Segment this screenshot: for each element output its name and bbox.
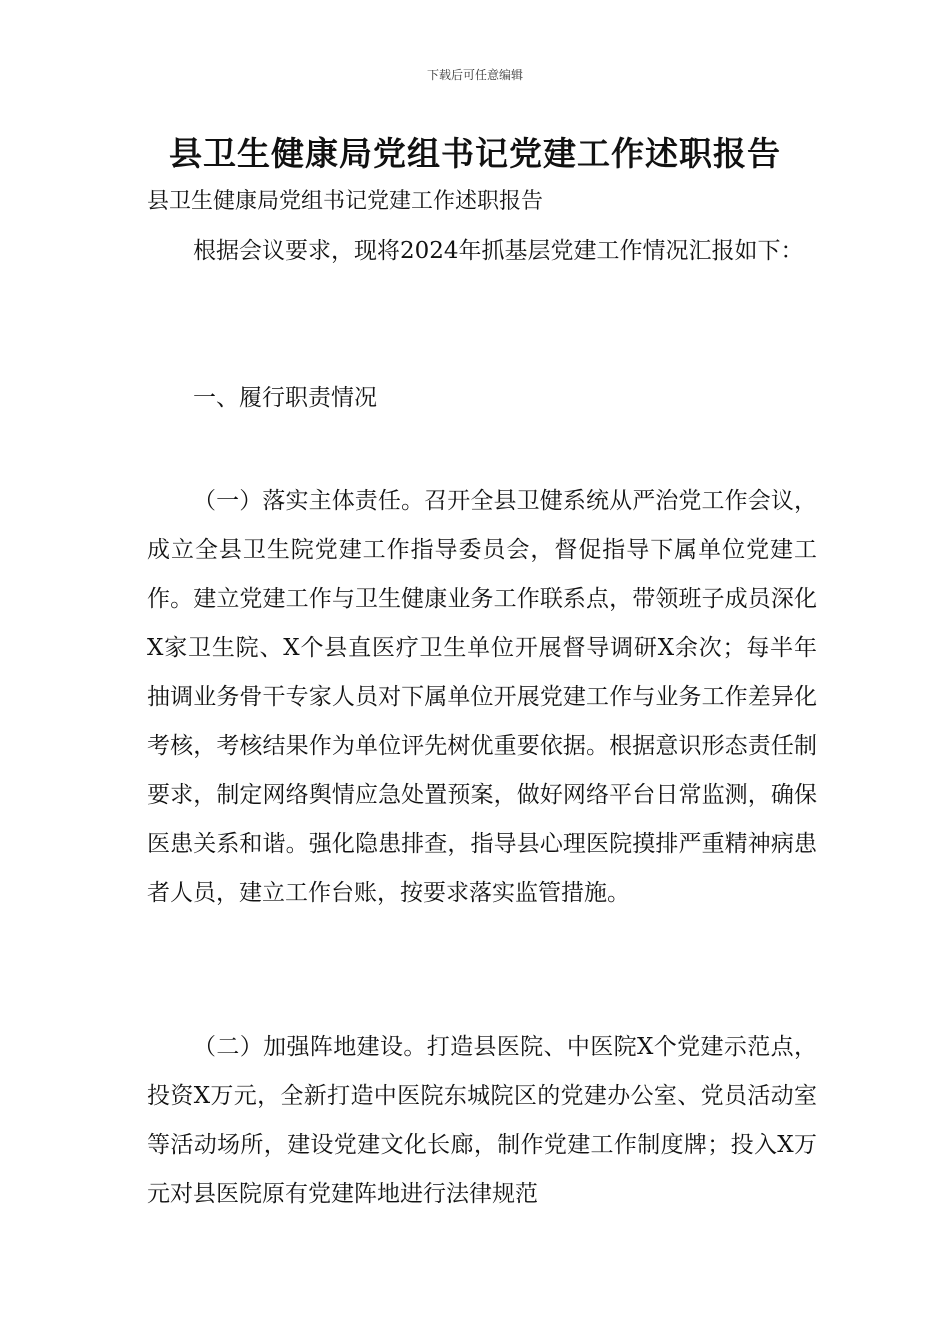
page-header-note: 下载后可任意编辑 [426,68,523,82]
item-one-block [147,477,817,918]
section-one-heading: 一、履行职责情况 [193,385,377,411]
item-two-block [147,1023,817,1219]
item-two-paragraph: （二）加强阵地建设。打造县医院、中医院X个党建示范点，投资X万元，全新打造中医院东城院区的党建办公室、党员活动室等活动场所，建设党建文化长廊，制作党建工作制度牌；投入X万元对县医院原有党建阵地进行法律规范 [147,1034,817,1207]
intro-paragraph: 根据会议要求，现将2024年抓基层党建工作情况汇报如下： [193,238,804,264]
section-heading-block [147,374,817,423]
item-one-paragraph: （一）落实主体责任。召开全县卫健系统从严治党工作会议，成立全县卫生院党建工作指导委员会，督促指导下属单位党建工作。建立党建工作与卫生健康业务工作联系点，带领班子成员深化X家卫生院、X个县直医疗卫生单位开展督导调研X余次；每半年抽调业务骨干专家人员对下属单位开展党建工作与业务工作差异化考核，考核结果作为单位评先树优重要依据。根据意识形态责任制要求，制定网络舆情应急处置预案，做好网络平台日常监测，确保医患关系和谐。强化隐患排查，指导县心理医院摸排严重精神病患者人员，建立工作台账，按要求落实监管措施。 [147,488,817,906]
document-subtitle: 县卫生健康局党组书记党建工作述职报告 [147,189,544,214]
document-title: 县卫生健康局党组书记党建工作述职报告 [169,134,781,173]
intro-paragraph-block [147,227,817,276]
